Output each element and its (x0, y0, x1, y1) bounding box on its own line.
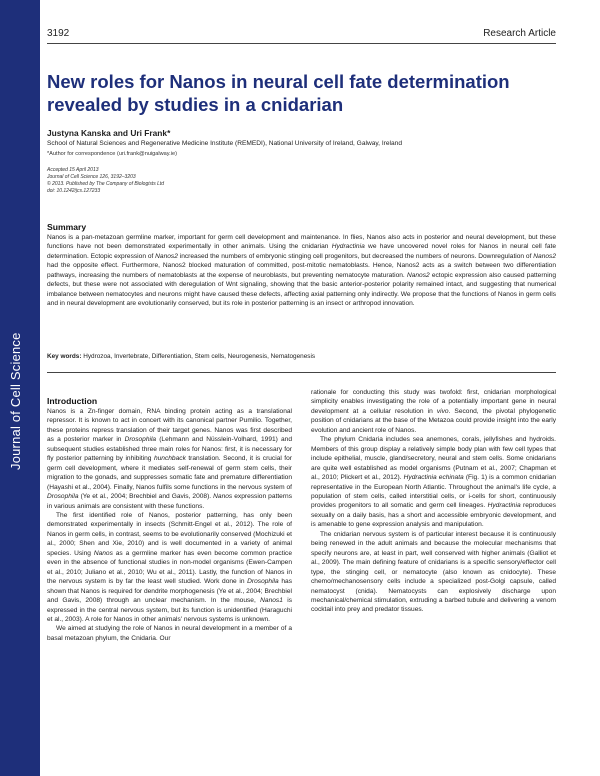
journal-name: Journal of Cell Science (8, 332, 23, 470)
intro-paragraph-2: The first identified role of Nanos, posterior patterning, has only been demonstrated experimentally in insects (Schmitt-Engel et al., 2012). The role of Nanos in germ cells, in contrast, seems to be evolutionarily conserved (Mochizuki et al., 2000; Shen and Xie, 2010) and is well documented in a variety of animal species. Using Nanos as a germline marker has even become common practice even in the absence of functional studies in non-model organisms (Ewen-Campen et al., 2010; Juliano et al., 2010; Wu et al., 2011). Lastly, the function of Nanos in the nervous system is by far the least well studied. Work done in Drosophila has shown that Nanos is required for dendrite morphogenesis (Ye et al., 2004; Brechbiel and Gavis, 2008) through an unclear mechanism. In the mouse, Nanos1 is expressed in the central nervous system, but its function is unidentified (Haraguchi et al., 2003). A role for Nanos in other animals' nervous systems is unknown. (47, 511, 292, 623)
doi: doi: 10.1242/jcs.127233 (47, 188, 101, 194)
title-line-2: revealed by studies in a cnidarian (47, 94, 344, 115)
journal-sidebar (0, 0, 40, 776)
section-label: Research Article (483, 28, 556, 39)
correspondence: *Author for correspondence (uri.frank@nuigalway.ie) (47, 151, 177, 157)
accepted-date: Accepted 15 April 2013 (47, 167, 99, 173)
article-title (47, 70, 557, 116)
page-number: 3192 (47, 28, 70, 39)
intro-paragraph-1: Nanos is a Zn-finger domain, RNA binding protein acting as a translational repressor. It is known to act in concert with its canonical partner Pumilio. Together, these proteins repress translation of their target genes. Nanos was first described as a posterior marker in Drosophila (Lehmann and Nüsslein-Volhard, 1991) and subsequent studies established three main roles for Nanos: first, it is necessary for fly posterior patterning by inhibiting hunchback translation. Second, it is crucial for germ cell development, where it mediates self-renewal of germ stem cells, their migration to the gonads, and suppresses somatic fate and premature differentiation (Hayashi et al., 2004). Finally, Nanos fulfils some functions in the nervous system of Drosophila (Ye et al., 2004; Brechbiel and Gavis, 2008). Nanos expression patterns in various animals are consistent with these functions. (47, 408, 293, 510)
affiliation: School of Natural Sciences and Regenerative Medicine Institute (REMEDI), National University of Ireland, Galway, Ireland (47, 140, 403, 147)
left-column (47, 407, 292, 643)
summary-text: Nanos is a pan-metazoan germline marker, important for germ cell development and maintenance. In flies, Nanos also acts in posterior and neural development, but these functions have not been demonstrated experimentally in other animals. Using the cnidarian Hydractinia we have uncovered novel roles for Nanos in neural cell fate determination. Ectopic expression of Nanos2 increased the numbers of embryonic stinging cell progenitors, but decreased the numbers of neurons. Downregulation of Nanos2 had the opposite effect. Furthermore, Nanos2 blocked maturation of committed, post-mitotic nematoblasts. Hence, Nanos2 acts as a switch between two differentiation pathways, increasing the numbers of nematoblasts at the expense of neuroblasts, but preventing nematocyte maturation. Nanos2 ectopic expression also caused patterning defects, but these were not associated with deregulation of Wnt signaling, showing that the basic anterior-posterior polarity remained intact, and suggesting that numerical imbalance between nematocytes and neurons might have caused these defects, affecting axial patterning only indirectly. We propose that the functions of Nanos in germ cells and in neural development are evolutionarily conserved, but its role in posterior patterning is an insect or arthropod innovation. (47, 234, 557, 308)
intro-paragraph-5: The cnidarian nervous system is of particular interest because it is continuously being renewed in the adult animals and because the molecular mechanisms that specify neurons are, at least in part, well conserved with higher animals (Galliot et al., 2009). The main defining feature of cnidarians is a specific sensory/effector cell type, the stinging cell, or nematocyte (also known as cnidocyte). These chemo/mechanosensory cells include a specialized post-Golgi capsule, called nematocyst (cnida). Nematocysts can explosively discharge upon mechanical/chemical stimulation, extruding a barbed tubule and delivering a venom cocktail into prey and predator tissues. (311, 530, 556, 614)
keywords-label: Key words: (47, 353, 82, 360)
copyright: © 2013. Published by The Company of Biologists Ltd (47, 181, 165, 187)
keywords (47, 353, 556, 360)
authors: Justyna Kanska and Uri Frank* (47, 128, 171, 138)
keywords-list: Hydrozoa, Invertebrate, Differentiation, Stem cells, Neurogenesis, Nematogenesis (81, 353, 316, 360)
title-line-1: New roles for Nanos in neural cell fate determination (47, 71, 510, 92)
keywords-rule (47, 372, 556, 373)
right-column (311, 388, 556, 615)
summary-heading: Summary (47, 222, 87, 232)
intro-paragraph-4: The phylum Cnidaria includes sea anemones, corals, jellyfishes and hydroids. Members of this group display a relatively simple body plan with few cell types that include epithelial, muscle, gland/secretory, neural and stem cells. Some cnidarians are quite well established as model organisms (Putnam et al., 2007; Chapman et al., 2010; Plickert et al., 2012). Hydractinia echinata (Fig. 1) is a common cnidarian representative in the European North Atlantic. Throughout the animal's life cycle, a population of stem cells, called interstitial cells, or i-cells for short, continuously provides progenitors to all somatic and germ cell lineages. Hydractinia reproduces sexually on a daily basis, has a short and accessible embryonic development, and is amenable to gene expression analysis and manipulation. (311, 436, 556, 529)
intro-paragraph-3: We aimed at studying the role of Nanos in neural development in a member of a basal metazoan phylum, the Cnidaria. Our (47, 625, 292, 642)
intro-paragraph-3-cont: rationale for conducting this study was twofold: first, cnidarian morphological simplicity enables investigating the role of a potentially important gene in neural development at a cellular resolution in vivo. Second, the pivotal phylogenetic position of cnidarians at the base of the Metazoa could provide insight into the early evolution and ancient role of Nanos. (311, 389, 557, 434)
article-meta (47, 167, 164, 195)
citation: Journal of Cell Science 126, 3192–3203 (47, 174, 136, 180)
header-rule (47, 43, 556, 44)
introduction-heading: Introduction (47, 396, 98, 406)
